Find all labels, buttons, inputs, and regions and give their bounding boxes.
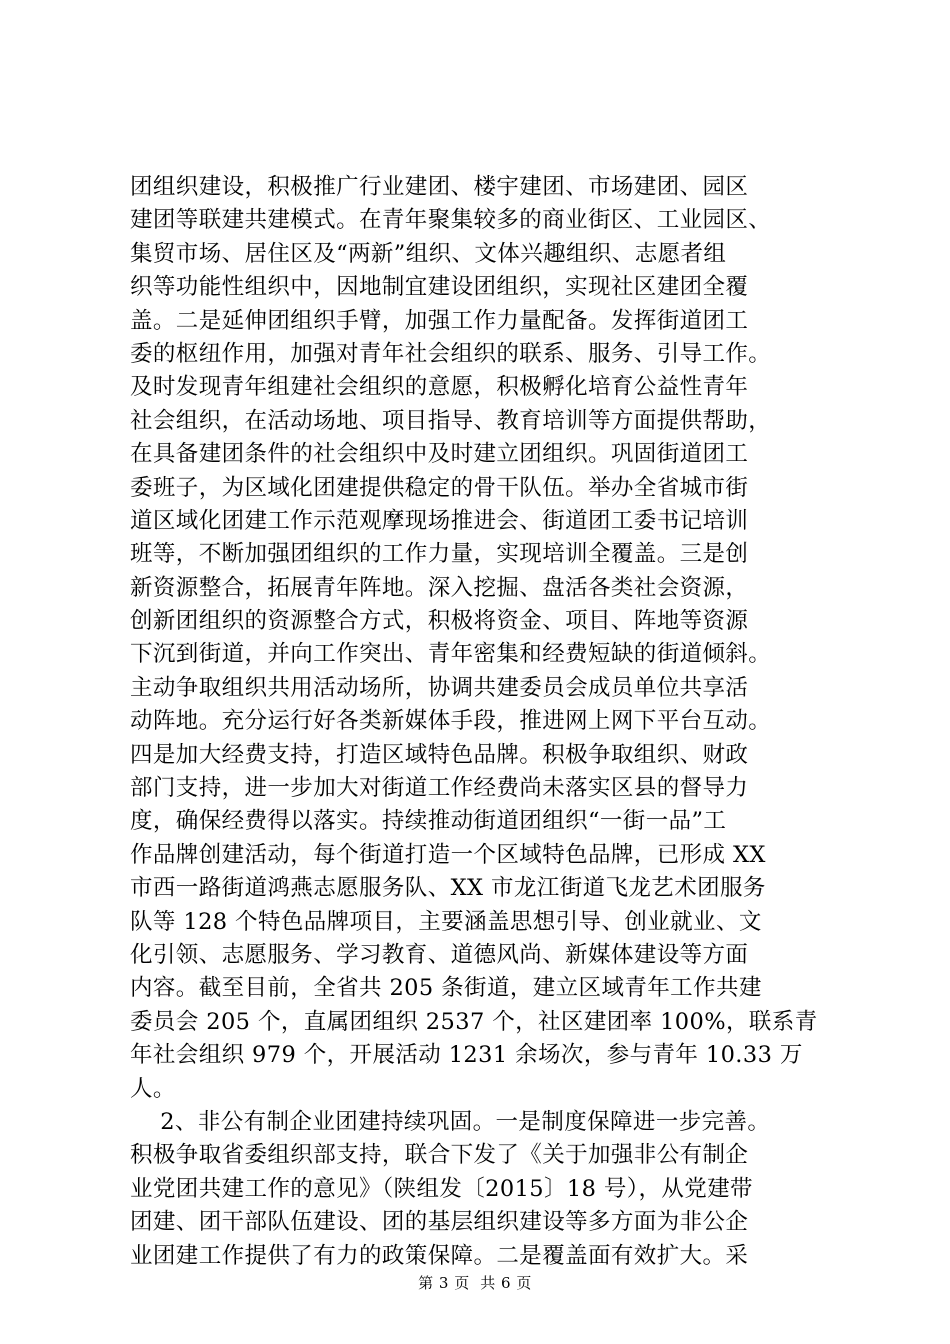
page-footer bbox=[0, 1272, 950, 1293]
text-line: 部门支持，进一步加大对街道工作经费尚未落实区县的督导力 bbox=[130, 775, 749, 802]
text-line: 动阵地。充分运行好各类新媒体手段，推进网上网下平台互动。 bbox=[130, 708, 772, 735]
text-line: 社会组织，在活动场地、项目指导、教育培训等方面提供帮助， bbox=[130, 407, 772, 434]
text-line: 团建、团干部队伍建设、团的基层组织建设等多方面为非公企 bbox=[130, 1209, 749, 1236]
text-line: 人。 bbox=[130, 1075, 176, 1102]
text-line: 内容。截至目前，全省共 205 条街道，建立区域青年工作共建 bbox=[130, 975, 762, 1002]
text-line: 团组织建设，积极推广行业建团、楼宇建团、市场建团、园区 bbox=[130, 174, 749, 200]
body-text bbox=[130, 171, 850, 1273]
text-line: 委员会 205 个，直属团组织 2537 个，社区建团率 100%，联系青 bbox=[130, 1008, 818, 1035]
text-line: 业团建工作提供了有力的政策保障。二是覆盖面有效扩大。采 bbox=[130, 1242, 749, 1269]
text-line: 创新团组织的资源整合方式，积极将资金、项目、阵地等资源 bbox=[130, 608, 749, 635]
text-line: 及时发现青年组建社会组织的意愿，积极孵化培育公益性青年 bbox=[130, 374, 749, 401]
text-line: 业党团共建工作的意见》（陕组发〔2015〕18 号），从党建带 bbox=[130, 1175, 753, 1202]
text-line: 年社会组织 979 个，开展活动 1231 余场次，参与青年 10.33 万 bbox=[130, 1042, 803, 1069]
text-line: 委的枢纽作用，加强对青年社会组织的联系、服务、引导工作。 bbox=[130, 340, 772, 367]
text-line: 四是加大经费支持，打造区域特色品牌。积极争取组织、财政 bbox=[130, 741, 749, 768]
text-line: 市西一路街道鸿燕志愿服务队、XX 市龙江街道飞龙艺术团服务 bbox=[130, 875, 766, 902]
text-line: 委班子，为区域化团建提供稳定的骨干队伍。举办全省城市街 bbox=[130, 474, 749, 501]
text-line: 新资源整合，拓展青年阵地。深入挖掘、盘活各类社会资源， bbox=[130, 574, 749, 601]
text-line: 织等功能性组织中，因地制宜建设团组织，实现社区建团全覆 bbox=[130, 274, 749, 301]
text-line: 建团等联建共建模式。在青年聚集较多的商业街区、工业园区、 bbox=[130, 207, 772, 234]
text-line: 道区域化团建工作示范观摩现场推进会、街道团工委书记培训 bbox=[130, 507, 749, 534]
text-line: 集贸市场、居住区及“两新”组织、文体兴趣组织、志愿者组 bbox=[130, 240, 727, 267]
text-line: 下沉到街道，并向工作突出、青年密集和经费短缺的街道倾斜。 bbox=[130, 641, 772, 668]
page-number-label: 第 3 页 共 6 页 bbox=[418, 1274, 532, 1292]
text-line: 班等，不断加强团组织的工作力量，实现培训全覆盖。三是创 bbox=[130, 541, 749, 568]
text-line: 在具备建团条件的社会组织中及时建立团组织。巩固街道团工 bbox=[130, 441, 749, 468]
text-line: 主动争取组织共用活动场所，协调共建委员会成员单位共享活 bbox=[130, 674, 749, 701]
text-line: 作品牌创建活动，每个街道打造一个区域特色品牌，已形成 XX bbox=[130, 841, 766, 868]
text-line: 盖。二是延伸团组织手臂，加强工作力量配备。发挥街道团工 bbox=[130, 307, 749, 334]
text-line: 队等 128 个特色品牌项目，主要涵盖思想引导、创业就业、文 bbox=[130, 908, 762, 935]
text-line: 化引领、志愿服务、学习教育、道德风尚、新媒体建设等方面 bbox=[130, 941, 749, 968]
text-line: 2、非公有制企业团建持续巩固。一是制度保障进一步完善。 bbox=[130, 1108, 771, 1135]
text-line: 度，确保经费得以落实。持续推动街道团组织“一街一品”工 bbox=[130, 808, 727, 835]
text-line: 积极争取省委组织部支持，联合下发了《关于加强非公有制企 bbox=[130, 1142, 749, 1169]
